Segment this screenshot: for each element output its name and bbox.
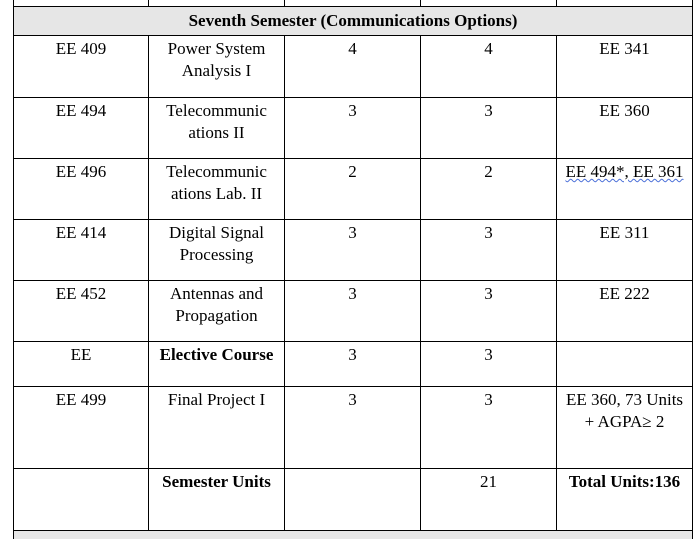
table-row [14, 98, 693, 159]
course-prereq: EE 494*, EE 361 [557, 159, 693, 220]
course-name: Final Project I [149, 387, 285, 469]
course-code: EE 496 [14, 159, 149, 220]
course-credits: 3 [285, 342, 421, 387]
totals-row [14, 469, 693, 531]
course-prereq: EE 222 [557, 281, 693, 342]
course-code: EE 499 [14, 387, 149, 469]
course-prereq: EE 360 [557, 98, 693, 159]
course-name: Digital Signal Processing [149, 220, 285, 281]
curriculum-table [13, 0, 693, 539]
table-row [14, 36, 693, 98]
course-units: 2 [421, 159, 557, 220]
section-header-row [14, 7, 693, 36]
course-code: EE 414 [14, 220, 149, 281]
course-name: Telecommunic ations II [149, 98, 285, 159]
course-units: 3 [421, 342, 557, 387]
course-code: EE 452 [14, 281, 149, 342]
course-credits: 3 [285, 281, 421, 342]
course-name: Antennas and Propagation [149, 281, 285, 342]
table-row [14, 159, 693, 220]
course-name: Telecommunic ations Lab. II [149, 159, 285, 220]
section-title: Seventh Semester (Communications Options) [14, 7, 693, 36]
course-credits: 3 [285, 98, 421, 159]
total-units: Total Units:136 [557, 469, 693, 531]
course-units: 3 [421, 281, 557, 342]
course-code: EE 494 [14, 98, 149, 159]
table-row [14, 387, 693, 469]
course-units: 4 [421, 36, 557, 98]
table-row [14, 342, 693, 387]
semester-units-value: 21 [421, 469, 557, 531]
course-credits: 3 [285, 387, 421, 469]
course-units: 3 [421, 98, 557, 159]
course-name: Elective Course [149, 342, 285, 387]
course-code: EE 409 [14, 36, 149, 98]
course-prereq: EE 360, 73 Units + AGPA≥ 2 [557, 387, 693, 469]
course-prereq: EE 341 [557, 36, 693, 98]
course-prereq: EE 311 [557, 220, 693, 281]
semester-units-label: Semester Units [149, 469, 285, 531]
table-row [14, 220, 693, 281]
course-code: EE [14, 342, 149, 387]
course-credits: 3 [285, 220, 421, 281]
course-name: Power System Analysis I [149, 36, 285, 98]
table-row [14, 281, 693, 342]
course-credits: 2 [285, 159, 421, 220]
course-units: 3 [421, 387, 557, 469]
course-prereq [557, 342, 693, 387]
course-credits: 4 [285, 36, 421, 98]
table-bottom-strip [14, 531, 693, 540]
course-units: 3 [421, 220, 557, 281]
